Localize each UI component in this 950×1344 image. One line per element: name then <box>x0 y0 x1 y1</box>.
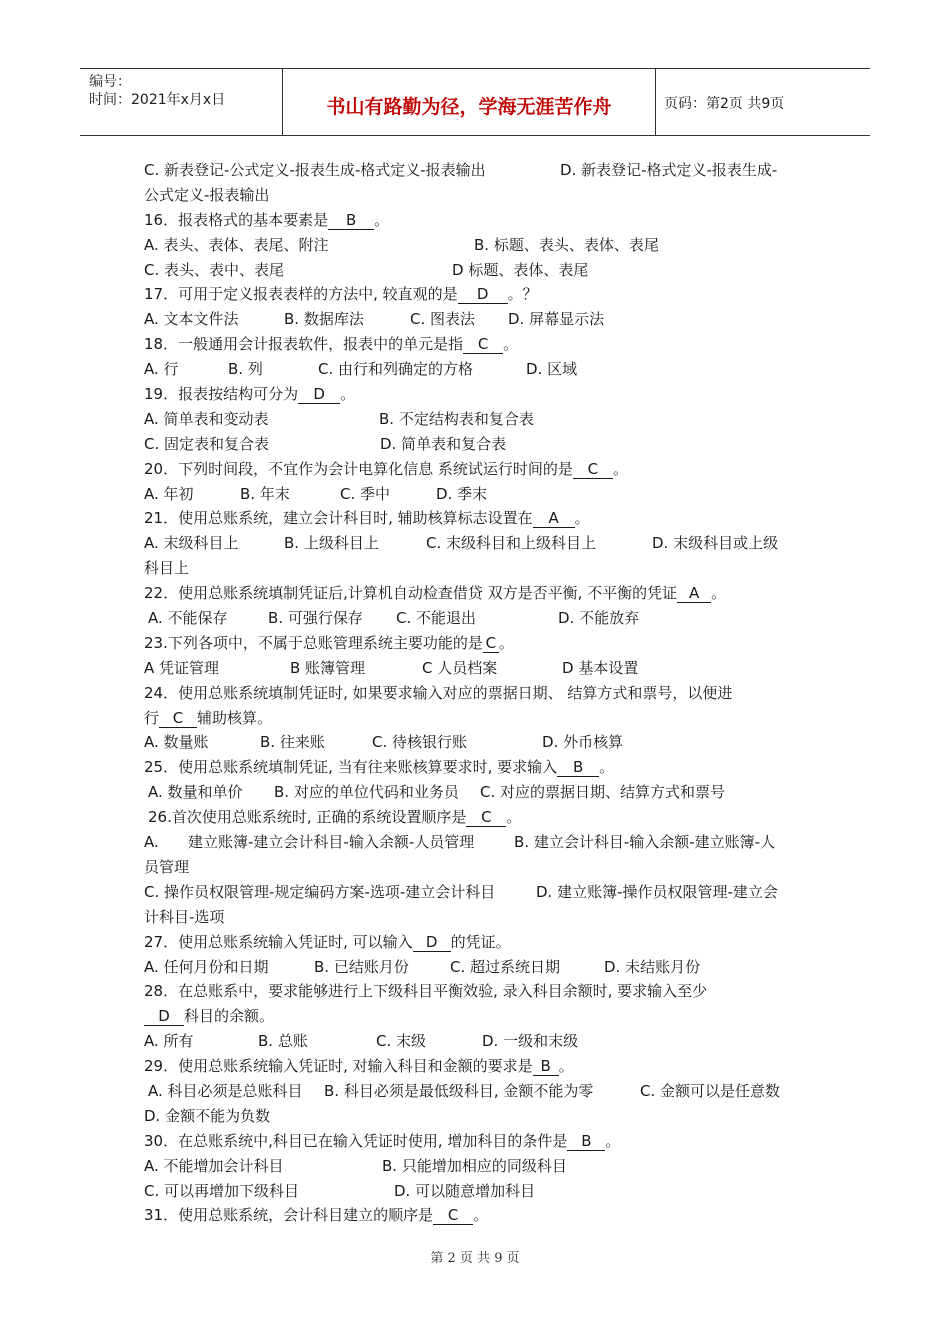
segment-text: C. 由行和列确定的方格 <box>318 360 474 379</box>
text-line <box>144 332 824 357</box>
line-segment <box>144 357 179 382</box>
answer-blank: B <box>328 211 374 230</box>
line-segment <box>144 681 732 706</box>
line-segment <box>144 631 514 656</box>
text-line <box>144 183 824 208</box>
line-segment <box>372 730 467 755</box>
line-segment <box>144 382 355 407</box>
segment-text: B. 对应的单位代码和业务员 <box>274 783 459 802</box>
line-segment <box>394 1179 535 1204</box>
segment-text: 31．使用总账系统，会计科目建立的顺序是 <box>144 1206 434 1225</box>
line-segment <box>562 656 638 681</box>
segment-text: C. 操作员权限管理-规定编码方案-选项-建立会计科目 <box>144 882 496 901</box>
segment-text: B. 年末 <box>240 484 290 503</box>
segment-text: 25．使用总账系统填制凭证, 当有往来账核算要求时, 要求输入 <box>144 758 558 777</box>
answer-blank: D <box>144 1007 184 1026</box>
segment-text: 28．在总账系中，要求能够进行上下级科目平衡效验, 录入科目余额时, 要求输入至少 <box>144 982 708 1001</box>
line-segment <box>422 656 497 681</box>
line-segment <box>268 606 363 631</box>
segment-text: D. 未结账月份 <box>604 957 701 976</box>
segment-text: A. 不能保存 <box>148 609 228 628</box>
segment-text: 30．在总账系统中,科目已在输入凭证时使用, 增加科目的条件是 <box>144 1131 568 1150</box>
text-line <box>144 1129 824 1154</box>
segment-text: B. 不定结构表和复合表 <box>379 409 534 428</box>
segment-text: B. 往来账 <box>260 733 325 752</box>
question-list <box>144 158 824 1228</box>
line-segment <box>144 158 486 183</box>
line-segment <box>324 1079 593 1104</box>
answer-blank: C <box>433 1206 473 1225</box>
text-line <box>144 905 824 930</box>
segment-suffix: 。 <box>503 335 519 354</box>
text-line <box>144 706 824 731</box>
text-line <box>144 805 824 830</box>
line-segment <box>188 830 474 855</box>
segment-suffix: 。 <box>558 1057 574 1076</box>
line-segment <box>144 432 269 457</box>
line-segment <box>144 656 219 681</box>
segment-text: D. 一级和末级 <box>482 1032 579 1051</box>
text-line <box>144 1029 824 1054</box>
line-segment <box>526 357 577 382</box>
segment-text: C. 图表法 <box>410 310 476 329</box>
line-segment <box>380 432 506 457</box>
text-line <box>144 656 824 681</box>
line-segment <box>144 556 189 581</box>
line-segment <box>284 307 364 332</box>
text-line <box>144 581 824 606</box>
segment-suffix: 。 <box>599 758 615 777</box>
text-line <box>144 1104 824 1129</box>
segment-text: D. 季末 <box>436 484 488 503</box>
line-segment <box>144 407 269 432</box>
line-segment <box>480 780 725 805</box>
serial-label: 编号： <box>89 74 131 90</box>
line-segment <box>144 755 614 780</box>
segment-text: D. 金额不能为负数 <box>144 1106 271 1125</box>
segment-text: A. 简单表和变动表 <box>144 409 269 428</box>
answer-blank: C <box>483 634 499 653</box>
line-segment <box>144 208 389 233</box>
segment-suffix: 。 <box>473 1206 489 1225</box>
segment-text: D. 建立账簿-操作员权限管理-建立会 <box>536 882 778 901</box>
segment-text: A. 行 <box>144 360 179 379</box>
text-line <box>144 1179 824 1204</box>
answer-blank: C <box>573 460 613 479</box>
text-line <box>144 780 824 805</box>
segment-text: C. 末级 <box>376 1032 427 1051</box>
line-segment <box>144 905 224 930</box>
line-segment <box>542 730 623 755</box>
text-line <box>144 830 824 855</box>
text-line <box>144 233 824 258</box>
segment-text: 行 <box>144 708 160 727</box>
line-segment <box>144 855 189 880</box>
segment-text: 19．报表按结构可分为 <box>144 385 299 404</box>
header-motto-cell <box>282 69 656 135</box>
line-segment <box>144 332 518 357</box>
answer-blank: D <box>458 285 508 304</box>
line-segment <box>144 581 726 606</box>
text-line <box>144 282 824 307</box>
line-segment <box>144 830 159 855</box>
line-segment <box>148 1079 303 1104</box>
segment-text: D 标题、表体、表尾 <box>452 260 589 279</box>
segment-text: D. 简单表和复合表 <box>380 434 507 453</box>
line-segment <box>474 233 659 258</box>
line-segment <box>148 780 243 805</box>
segment-suffix: 辅助核算。 <box>197 708 273 727</box>
segment-text: C 人员档案 <box>422 658 498 677</box>
segment-text: D. 屏幕显示法 <box>508 310 605 329</box>
line-segment <box>436 482 487 507</box>
line-segment <box>144 1029 194 1054</box>
line-segment <box>560 158 777 183</box>
segment-suffix: 。 <box>374 210 390 229</box>
segment-text: 员管理 <box>144 857 190 876</box>
segment-text: A. 数量账 <box>144 733 209 752</box>
segment-text: 计科目-选项 <box>144 907 225 926</box>
segment-text: D. 外币核算 <box>542 733 624 752</box>
segment-text: D. 区域 <box>526 360 578 379</box>
segment-suffix: 。 <box>506 808 522 827</box>
line-segment <box>290 656 365 681</box>
line-segment <box>514 830 775 855</box>
segment-text: 26.首次使用总账系统时, 正确的系统设置顺序是 <box>148 808 467 827</box>
answer-blank: A <box>677 584 711 603</box>
line-segment <box>144 482 194 507</box>
text-line <box>144 382 824 407</box>
line-segment <box>536 880 778 905</box>
answer-blank: D <box>298 385 340 404</box>
segment-text: A. 任何月份和日期 <box>144 957 269 976</box>
text-line <box>144 755 824 780</box>
text-line <box>144 407 824 432</box>
text-line <box>144 208 824 233</box>
answer-blank: C <box>159 709 197 728</box>
segment-text: 24．使用总账系统填制凭证时, 如果要求输入对应的票据日期、 结算方式和票号，以便进 <box>144 683 733 702</box>
text-line <box>144 1079 824 1104</box>
line-segment <box>340 482 390 507</box>
answer-blank: A <box>533 509 575 528</box>
segment-text: 17．可用于定义报表表样的方法中, 较直观的是 <box>144 285 458 304</box>
segment-text: B. 上级科目上 <box>284 534 379 553</box>
text-line <box>144 432 824 457</box>
answer-blank: C <box>466 808 506 827</box>
segment-suffix: 科目的余额。 <box>184 1007 275 1026</box>
segment-text: B 账簿管理 <box>290 658 366 677</box>
segment-text: B. 已结账月份 <box>314 957 409 976</box>
page-footer: 第 2 页 共 9 页 <box>430 1251 520 1266</box>
segment-text: D. 末级科目或上级 <box>652 534 779 553</box>
line-segment <box>426 531 596 556</box>
segment-text: 18．一般通用会计报表软件，报表中的单元是指 <box>144 335 464 354</box>
line-segment <box>228 357 263 382</box>
line-segment <box>652 531 778 556</box>
line-segment <box>144 307 239 332</box>
segment-text: A. 科目必须是总账科目 <box>148 1081 303 1100</box>
text-line <box>144 880 824 905</box>
page-info: 页码：第2页 共9页 <box>664 96 785 112</box>
line-segment <box>274 780 459 805</box>
line-segment <box>144 955 269 980</box>
line-segment <box>260 730 325 755</box>
segment-text: 公式定义-报表输出 <box>144 185 270 204</box>
line-segment <box>144 258 284 283</box>
segment-text: A. <box>144 833 159 852</box>
line-segment <box>144 531 239 556</box>
segment-text: B. 数据库法 <box>284 310 364 329</box>
segment-text: C. 待核银行账 <box>372 733 468 752</box>
answer-blank: B <box>533 1057 559 1076</box>
text-line <box>144 506 824 531</box>
line-segment <box>148 606 228 631</box>
line-segment <box>148 805 521 830</box>
segment-text: B. 标题、表头、表体、表尾 <box>474 235 659 254</box>
segment-text: 23.下列各项中，不属于总账管理系统主要功能的是 <box>144 633 483 652</box>
line-segment <box>376 1029 426 1054</box>
text-line <box>144 357 824 382</box>
segment-text: C. 固定表和复合表 <box>144 434 270 453</box>
line-segment <box>144 183 269 208</box>
line-segment <box>144 1054 574 1079</box>
line-segment <box>640 1079 780 1104</box>
segment-text: A. 不能增加会计科目 <box>144 1156 284 1175</box>
line-segment <box>508 307 604 332</box>
text-line <box>144 1054 824 1079</box>
text-line <box>144 457 824 482</box>
text-line <box>144 556 824 581</box>
segment-text: A. 年初 <box>144 484 194 503</box>
text-line <box>144 1004 824 1029</box>
segment-text: C. 超过系统日期 <box>450 957 561 976</box>
segment-text: 20．下列时间段，不宜作为会计电算化信息 系统试运行时间的是 <box>144 459 573 478</box>
text-line <box>144 855 824 880</box>
segment-text: A. 所有 <box>144 1032 194 1051</box>
text-line <box>144 158 824 183</box>
line-segment <box>144 979 707 1004</box>
line-segment <box>558 606 639 631</box>
answer-blank: B <box>557 758 599 777</box>
line-segment <box>144 233 329 258</box>
segment-suffix: 。？ <box>507 285 538 304</box>
line-segment <box>144 730 209 755</box>
line-segment <box>604 955 700 980</box>
line-segment <box>314 955 409 980</box>
segment-text: C. 对应的票据日期、结算方式和票号 <box>480 783 726 802</box>
line-segment <box>144 457 628 482</box>
segment-suffix: 。 <box>340 385 356 404</box>
segment-text: B. 建立会计科目-输入余额-建立账簿-人 <box>514 833 776 852</box>
segment-suffix: 。 <box>574 509 590 528</box>
segment-text: C. 末级科目和上级科目上 <box>426 534 597 553</box>
segment-text: 16．报表格式的基本要素是 <box>144 210 329 229</box>
line-segment <box>410 307 475 332</box>
text-line <box>144 1154 824 1179</box>
line-segment <box>144 1004 274 1029</box>
motto: 书山有路勤为径，学海无涯苦作舟 <box>326 96 612 118</box>
line-segment <box>144 506 590 531</box>
text-line <box>144 955 824 980</box>
segment-text: 21．使用总账系统，建立会计科目时, 辅助核算标志设置在 <box>144 509 533 528</box>
line-segment <box>144 706 272 731</box>
segment-text: C. 可以再增加下级科目 <box>144 1181 300 1200</box>
segment-text: 科目上 <box>144 559 190 578</box>
answer-blank: B <box>567 1132 605 1151</box>
line-segment <box>452 258 588 283</box>
answer-blank: C <box>463 335 503 354</box>
line-segment <box>144 1104 270 1129</box>
segment-suffix: 。 <box>605 1131 621 1150</box>
line-segment <box>240 482 290 507</box>
segment-text: D. 可以随意增加科目 <box>394 1181 536 1200</box>
header-meta-cell <box>80 69 282 135</box>
line-segment <box>258 1029 308 1054</box>
line-segment <box>318 357 473 382</box>
line-segment <box>144 930 511 955</box>
segment-text: C. 季中 <box>340 484 391 503</box>
segment-text: A 凭证管理 <box>144 658 220 677</box>
segment-text: B. 总账 <box>258 1032 308 1051</box>
date-label: 时间：2021年x月x日 <box>89 92 226 108</box>
segment-text: B. 可强行保存 <box>268 609 363 628</box>
segment-text: B. 只能增加相应的同级科目 <box>382 1156 567 1175</box>
segment-text: A. 表头、表体、表尾、附注 <box>144 235 329 254</box>
line-segment <box>284 531 379 556</box>
text-line <box>144 606 824 631</box>
line-segment <box>144 880 495 905</box>
text-line <box>144 1203 824 1228</box>
line-segment <box>144 282 538 307</box>
text-line <box>144 258 824 283</box>
text-line <box>144 681 824 706</box>
line-segment <box>144 1154 284 1179</box>
answer-blank: D <box>413 933 451 952</box>
segment-text: C. 金额可以是任意数 <box>640 1081 781 1100</box>
segment-suffix: 的凭证。 <box>450 932 511 951</box>
segment-text: 29．使用总账系统输入凭证时, 对输入科目和金额的要求是 <box>144 1057 533 1076</box>
text-line <box>144 930 824 955</box>
segment-suffix: 。 <box>711 584 727 603</box>
page-header <box>80 68 870 136</box>
segment-text: 22．使用总账系统填制凭证后,计算机自动检查借贷 双方是否平衡, 不平衡的凭证 <box>144 584 678 603</box>
text-line <box>144 531 824 556</box>
line-segment <box>144 1179 299 1204</box>
header-page-cell <box>655 69 870 135</box>
line-segment <box>482 1029 578 1054</box>
segment-text: B. 科目必须是最低级科目, 金额不能为零 <box>324 1081 594 1100</box>
segment-text: A. 文本文件法 <box>144 310 239 329</box>
segment-text: C. 新表登记-公式定义-报表生成-格式定义-报表输出 <box>144 161 486 179</box>
segment-text: C. 不能退出 <box>396 609 477 628</box>
line-segment <box>144 1203 488 1228</box>
segment-text: A. 末级科目上 <box>144 534 239 553</box>
segment-text: B. 列 <box>228 360 263 379</box>
text-line <box>144 307 824 332</box>
line-segment <box>379 407 534 432</box>
text-line <box>144 631 824 656</box>
line-segment <box>450 955 560 980</box>
text-line <box>144 482 824 507</box>
text-line <box>144 730 824 755</box>
segment-text: D. 新表登记-格式定义-报表生成- <box>560 161 778 179</box>
segment-text: 建立账簿-建立会计科目-输入余额-人员管理 <box>188 833 475 852</box>
segment-text: A. 数量和单价 <box>148 783 243 802</box>
line-segment <box>382 1154 567 1179</box>
line-segment <box>396 606 476 631</box>
segment-text: D 基本设置 <box>562 658 639 677</box>
line-segment <box>144 1129 620 1154</box>
segment-text: 27．使用总账系统输入凭证时, 可以输入 <box>144 932 413 951</box>
segment-text: C. 表头、表中、表尾 <box>144 260 285 279</box>
text-line <box>144 979 824 1004</box>
segment-text: D. 不能放弃 <box>558 609 640 628</box>
segment-suffix: 。 <box>498 633 514 652</box>
segment-suffix: 。 <box>612 459 628 478</box>
